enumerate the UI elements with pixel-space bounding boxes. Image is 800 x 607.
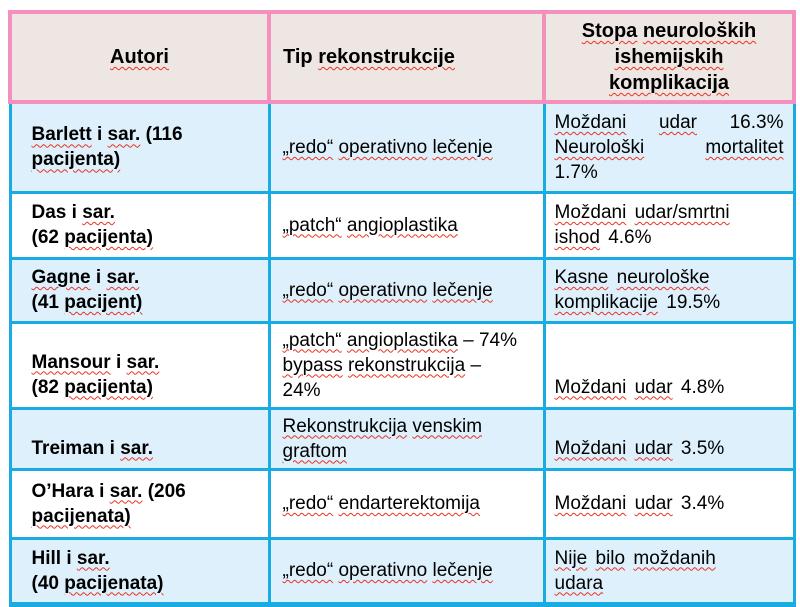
table-row-das [10, 192, 794, 258]
cell-stopa: Moždani udar 16.3% Neurološki mortalitet 1.7% [544, 102, 794, 192]
cell-tip: „patch“ angioplastika [269, 192, 544, 258]
header-tip-rekonstrukcije: Tip rekonstrukcije [269, 12, 544, 102]
table-row-ohara [10, 469, 794, 538]
table-row-barlett [10, 102, 794, 192]
cell-stopa: Moždani udar 4.8% [544, 322, 794, 408]
cell-tip: „patch“ angioplastika – 74% bypass rekonstrukcija – 24% [269, 322, 544, 408]
table-header [10, 12, 794, 102]
cell-tip: „redo“ operativno lečenje [269, 538, 544, 604]
cell-stopa: Kasne neurološke komplikacije 19.5% [544, 258, 794, 322]
cell-autori: Treiman i sar. [10, 408, 269, 469]
header-autori: Autori [10, 12, 269, 102]
cell-stopa: Nije bilo moždanih udara [544, 538, 794, 604]
cell-autori: O’Hara i sar. (206 pacijenata) [10, 469, 269, 538]
cell-tip: „redo“ endarterektomija [269, 469, 544, 538]
cell-stopa: Moždani udar 3.5% [544, 408, 794, 469]
cell-autori: Das i sar. (62 pacijenta) [10, 192, 269, 258]
cell-autori: Barlett i sar. (116 pacijenta) [10, 102, 269, 192]
header-row [10, 12, 794, 102]
cell-stopa: Moždani udar 3.4% [544, 469, 794, 538]
table-row-hill [10, 538, 794, 604]
cell-autori: Gagne i sar. (41 pacijent) [10, 258, 269, 322]
cell-tip: „redo“ operativno lečenje [269, 102, 544, 192]
table-row-treiman [10, 408, 794, 469]
table-row-mansour [10, 322, 794, 408]
table-row-gagne [10, 258, 794, 322]
complications-table [8, 10, 796, 607]
cell-tip: Rekonstrukcija venskim graftom [269, 408, 544, 469]
cell-autori: Mansour i sar. (82 pacijenta) [10, 322, 269, 408]
cell-tip: „redo“ operativno lečenje [269, 258, 544, 322]
cell-autori: Hill i sar. (40 pacijenata) [10, 538, 269, 604]
cell-stopa: Moždani udar/smrtni ishod 4.6% [544, 192, 794, 258]
header-stopa-komplikacija: Stopa neuroloških ishemijskih komplikacija [544, 12, 794, 102]
